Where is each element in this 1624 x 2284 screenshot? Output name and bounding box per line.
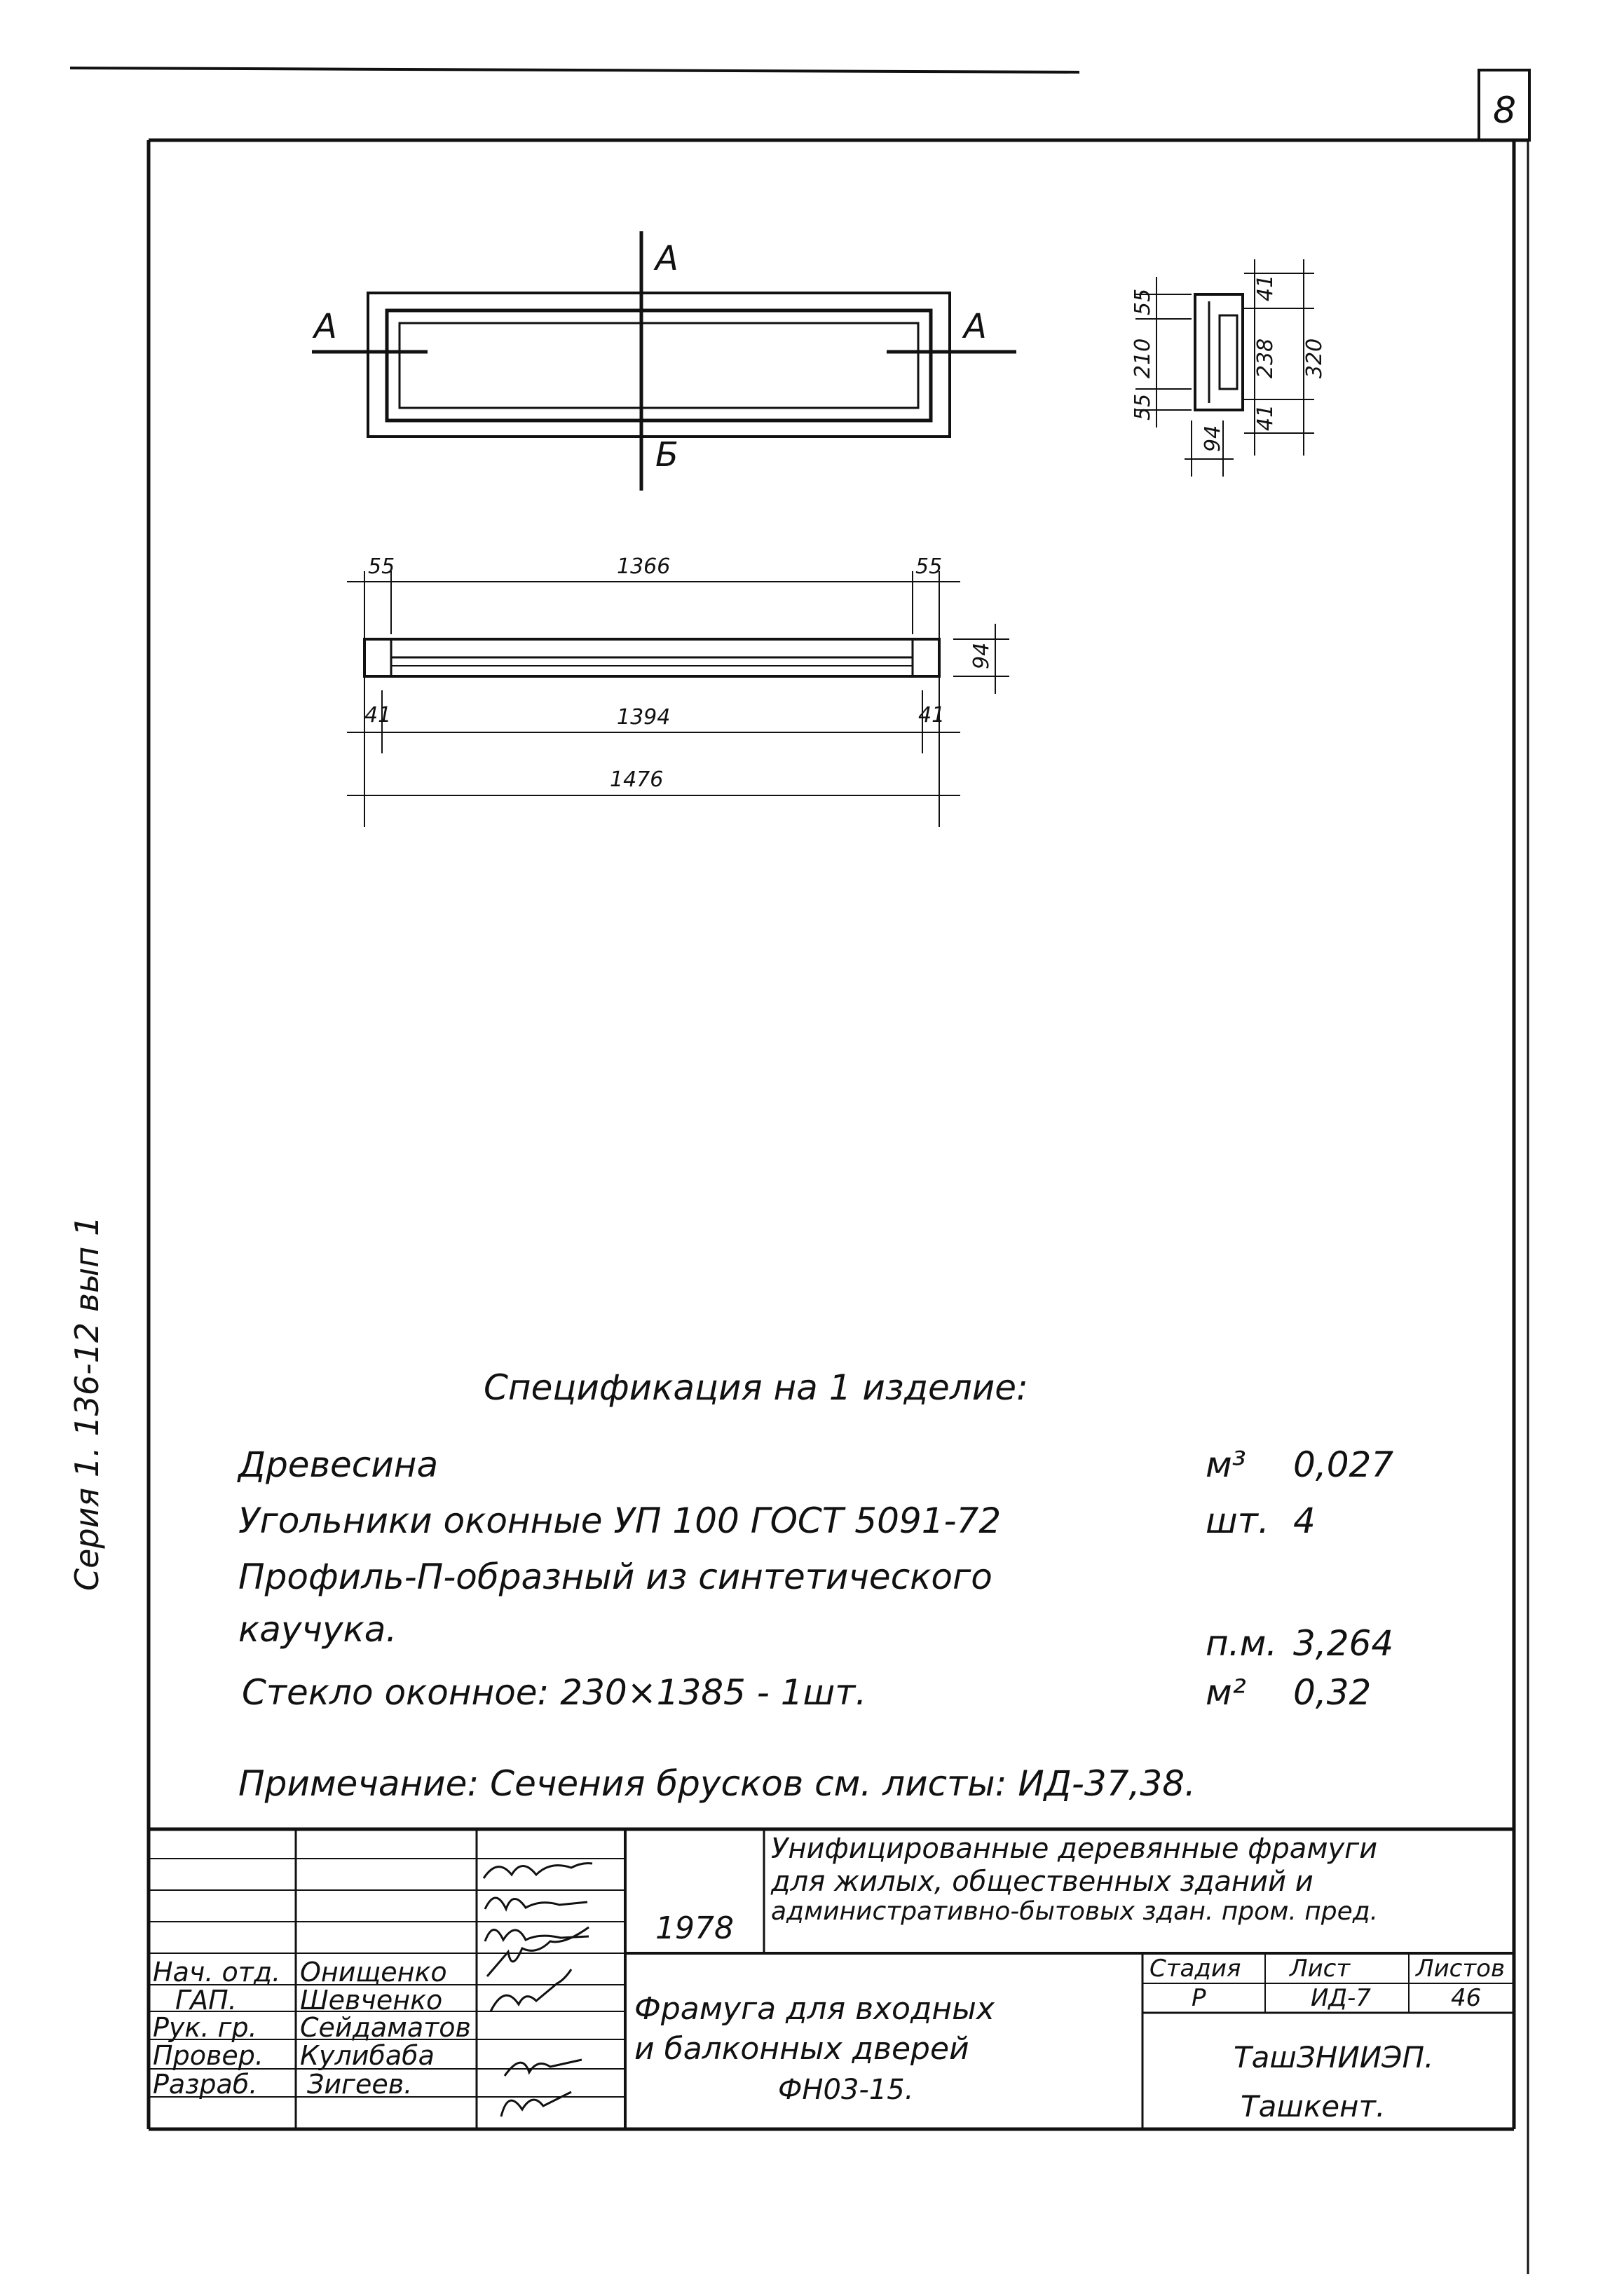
spec-row-name: Профиль-П-образный из синтетического xyxy=(238,1557,992,1597)
tb-sheets-label: Листов xyxy=(1416,1955,1506,1983)
tb-name: Шевченко xyxy=(300,1985,443,2016)
tb-name: Онищенко xyxy=(300,1957,447,1988)
spec-note: Примечание: Сечения брусков см. листы: ИД-37,38. xyxy=(238,1763,1196,1804)
spec-row-name: Древесина xyxy=(238,1444,439,1485)
spec-row-qty: 0,32 xyxy=(1293,1672,1372,1713)
tb-item-name-3: ФН03-15. xyxy=(778,2074,914,2106)
tb-project-title-1: Унифицированные деревянные фрамуги xyxy=(771,1833,1378,1865)
spec-row-qty: 0,027 xyxy=(1293,1444,1394,1485)
series-side-label: Серия 1. 136-12 вып 1 xyxy=(68,1215,106,1591)
elev-dim-left-top: 55 xyxy=(368,554,395,579)
elev-dim-right-top: 55 xyxy=(915,554,943,579)
tb-name: Сейдаматов xyxy=(300,2012,471,2043)
tb-name: Зигеев. xyxy=(307,2069,413,2100)
spec-row-qty: 4 xyxy=(1293,1500,1316,1541)
sec-dim-55a: 55 xyxy=(1131,288,1155,315)
sec-dim-94: 94 xyxy=(1201,425,1225,452)
spec-row-unit: м³ xyxy=(1206,1444,1246,1485)
spec-title: Спецификация на 1 изделие: xyxy=(484,1367,1028,1408)
sec-dim-210: 210 xyxy=(1131,338,1155,378)
elev-dim-left-mid: 41 xyxy=(364,703,392,727)
sec-dim-238: 238 xyxy=(1253,338,1278,378)
tb-name: Кулибаба xyxy=(300,2040,435,2071)
tb-project-title-2: для жилых, общественных зданий и xyxy=(771,1866,1313,1898)
tb-project-title-3: административно-бытовых здан. пром. пред. xyxy=(771,1897,1379,1926)
spec-row-qty: 3,264 xyxy=(1293,1623,1394,1664)
tb-city: Ташкент. xyxy=(1241,2089,1386,2124)
sec-dim-55b: 55 xyxy=(1131,393,1155,420)
elev-dim-right-mid: 41 xyxy=(918,703,946,727)
elev-dim-overall: 1476 xyxy=(610,767,664,792)
sheet-number: 8 xyxy=(1493,90,1517,132)
tb-stage: Р xyxy=(1192,1984,1206,2012)
signatures xyxy=(484,1864,592,2117)
spec-row-unit: м² xyxy=(1206,1672,1246,1713)
tb-sheet-label: Лист xyxy=(1290,1955,1351,1983)
label-a-right: А xyxy=(964,307,987,346)
elev-dim-height: 94 xyxy=(969,642,994,669)
tb-role: Разраб. xyxy=(153,2069,258,2100)
label-a-top: А xyxy=(655,239,678,278)
tb-org: ТашЗНИИЭП. xyxy=(1234,2040,1434,2074)
tb-sheet: ИД-7 xyxy=(1311,1984,1371,2012)
spec-row-unit: шт. xyxy=(1206,1500,1269,1541)
tb-role: Провер. xyxy=(153,2040,264,2071)
sec-dim-41b: 41 xyxy=(1253,404,1278,431)
label-a-left: А xyxy=(314,307,337,346)
elev-dim-center-mid: 1394 xyxy=(617,705,671,730)
tb-sheets: 46 xyxy=(1451,1984,1482,2012)
spec-row-name: Стекло оконное: 230×1385 - 1шт. xyxy=(242,1672,867,1713)
spec-row-name: каучука. xyxy=(238,1609,397,1650)
tb-role: Рук. гр. xyxy=(153,2012,257,2043)
tb-item-name-1: Фрамуга для входных xyxy=(634,1991,995,2027)
tb-role: ГАП. xyxy=(175,1985,237,2016)
tb-year: 1978 xyxy=(655,1910,734,1946)
spec-row-name: Угольники оконные УП 100 ГОСТ 5091-72 xyxy=(238,1500,1002,1541)
tb-role: Нач. отд. xyxy=(153,1957,281,1988)
plan-inner xyxy=(387,310,931,420)
spec-row-unit: п.м. xyxy=(1206,1623,1278,1664)
sec-dim-41a: 41 xyxy=(1253,274,1278,301)
elev-dim-center-top: 1366 xyxy=(617,554,671,579)
tb-item-name-2: и балконных дверей xyxy=(634,2031,969,2067)
tb-stage-label: Стадия xyxy=(1149,1955,1241,1983)
sec-dim-320: 320 xyxy=(1302,338,1327,378)
plan-outer xyxy=(368,293,950,437)
label-b-bottom: Б xyxy=(655,435,678,474)
